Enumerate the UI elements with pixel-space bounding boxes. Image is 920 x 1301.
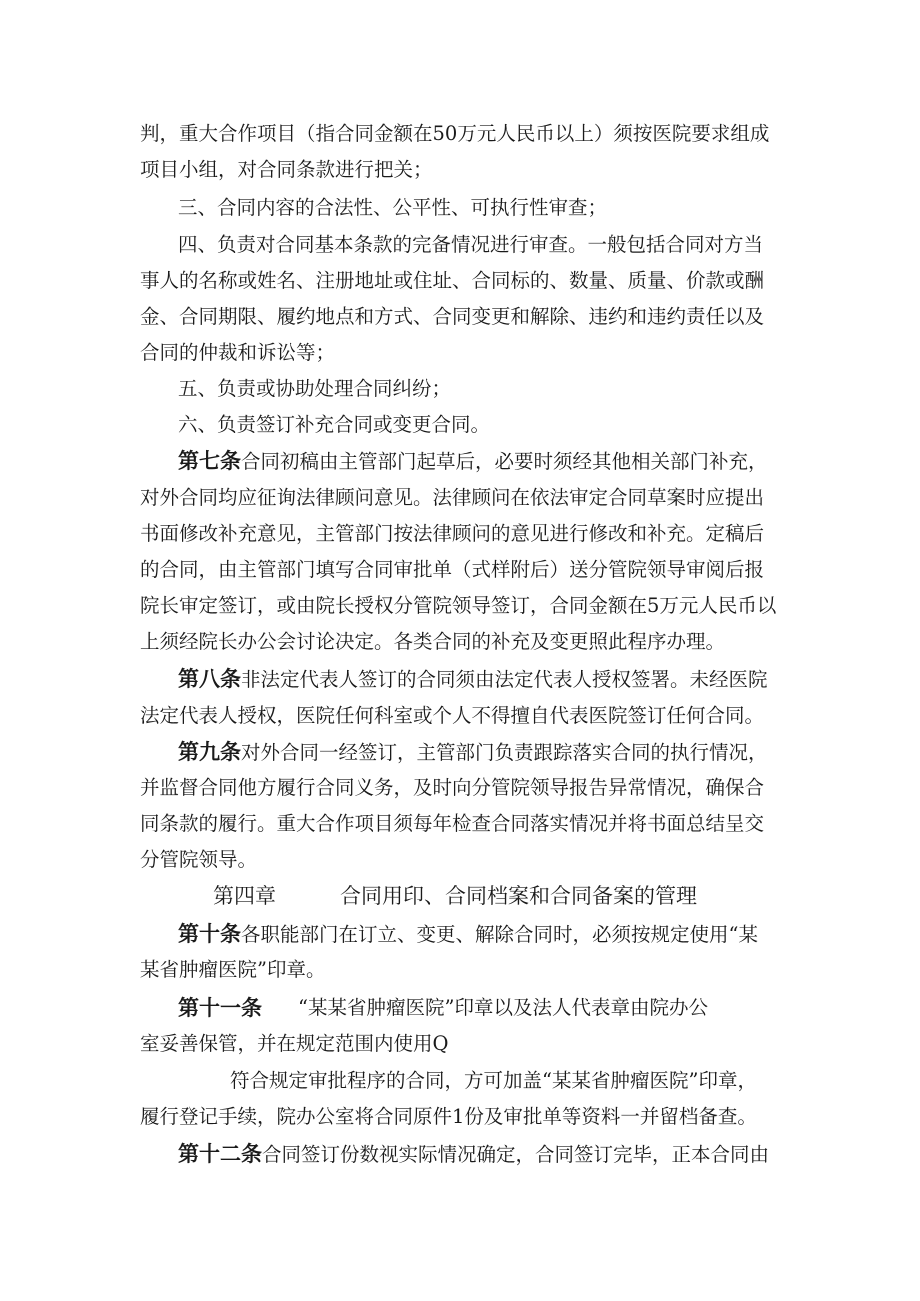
text-line: 室妥善保管，并在规定范围内使用Q [140, 1032, 449, 1055]
text-line: 对外合同均应征询法律顾问意见。法律顾问在依法审定合同草案时应提出 [140, 486, 765, 509]
text-line: 项目小组，对合同条款进行把关； [140, 158, 433, 181]
text-line: 三、合同内容的合法性、公平性、可执行性审查； [178, 196, 608, 219]
text-line: 并监督合同他方履行合同义务，及时向分管院领导报告异常情况，确保合 [140, 776, 765, 799]
text-line: 同条款的履行。重大合作项目须每年检查合同落实情况并将书面总结呈交 [140, 812, 765, 835]
article-text: “某某省肿瘤医院”印章以及法人代表章由院办公 [298, 996, 708, 1019]
article-text: 合同初稿由主管部门起草后，必要时须经其他相关部门补充， [241, 450, 768, 473]
article-heading: 第七条 [178, 448, 241, 473]
text-line: 五、负责或协助处理合同纠纷； [178, 377, 452, 400]
paragraph-article-9 [178, 740, 768, 765]
text-line: 事人的名称或姓名、注册地址或住址、合同标的、数量、质量、价款或酬 [140, 269, 765, 292]
text-line: 法定代表人授权，医院任何科室或个人不得擅自代表医院签订任何合同。 [140, 704, 765, 727]
text-line: 金、合同期限、履约地点和方式、合同变更和解除、违约和违约责任以及 [140, 305, 765, 328]
text-line: 履行登记手续，院办公室将合同原件1份及审批单等资料一并留档备查。 [140, 1105, 757, 1128]
article-text: 各职能部门在订立、变更、解除合同时，必须按规定使用“某 [241, 923, 758, 946]
article-heading: 第八条 [178, 666, 241, 691]
article-heading: 第十条 [178, 921, 241, 946]
article-heading: 第十一条 [178, 995, 262, 1020]
paragraph-article-10 [178, 922, 758, 947]
article-heading: 第九条 [178, 739, 241, 764]
text-line: 四、负责对合同基本条款的完备情况进行审查。一般包括合同对方当 [178, 233, 764, 256]
paragraph-article-7 [178, 449, 768, 474]
text-line: 合同的仲裁和诉讼等； [140, 341, 336, 364]
paragraph-article-8 [178, 667, 768, 692]
chapter-number: 第四章 [213, 884, 276, 908]
text-line: 六、负责签订补充合同或变更合同。 [178, 413, 491, 436]
article-text: 非法定代表人签订的合同须由法定代表人授权签署。未经医院 [241, 668, 768, 691]
article-text: 对外合同一经签订，主管部门负责跟踪落实合同的执行情况， [241, 741, 768, 764]
article-heading: 第十二条 [178, 1141, 262, 1166]
text-line: 上须经院长办公会讨论决定。各类合同的补充及变更照此程序办理。 [140, 630, 726, 653]
text-line: 书面修改补充意见，主管部门按法律顾问的意见进行修改和补充。定稿后 [140, 522, 765, 545]
text-line: 符合规定审批程序的合同，方可加盖“某某省肿瘤医院”印章， [230, 1069, 757, 1092]
text-line: 的合同，由主管部门填写合同审批单（式样附后）送分管院领导审阅后报 [140, 558, 765, 581]
text-line: 判，重大合作项目（指合同金额在50万元人民币以上）须按医院要求组成 [140, 122, 770, 145]
article-text: 合同签订份数视实际情况确定，合同签订完毕，正本合同由 [262, 1143, 770, 1166]
text-line: 分管院领导。 [140, 848, 258, 871]
paragraph-article-12 [178, 1142, 769, 1167]
chapter-title: 合同用印、合同档案和合同备案的管理 [340, 884, 697, 908]
text-line: 院长审定签订，或由院长授权分管院领导签订，合同金额在5万元人民币以 [140, 594, 777, 617]
text-line: 某省肿瘤医院”印章。 [140, 958, 326, 981]
